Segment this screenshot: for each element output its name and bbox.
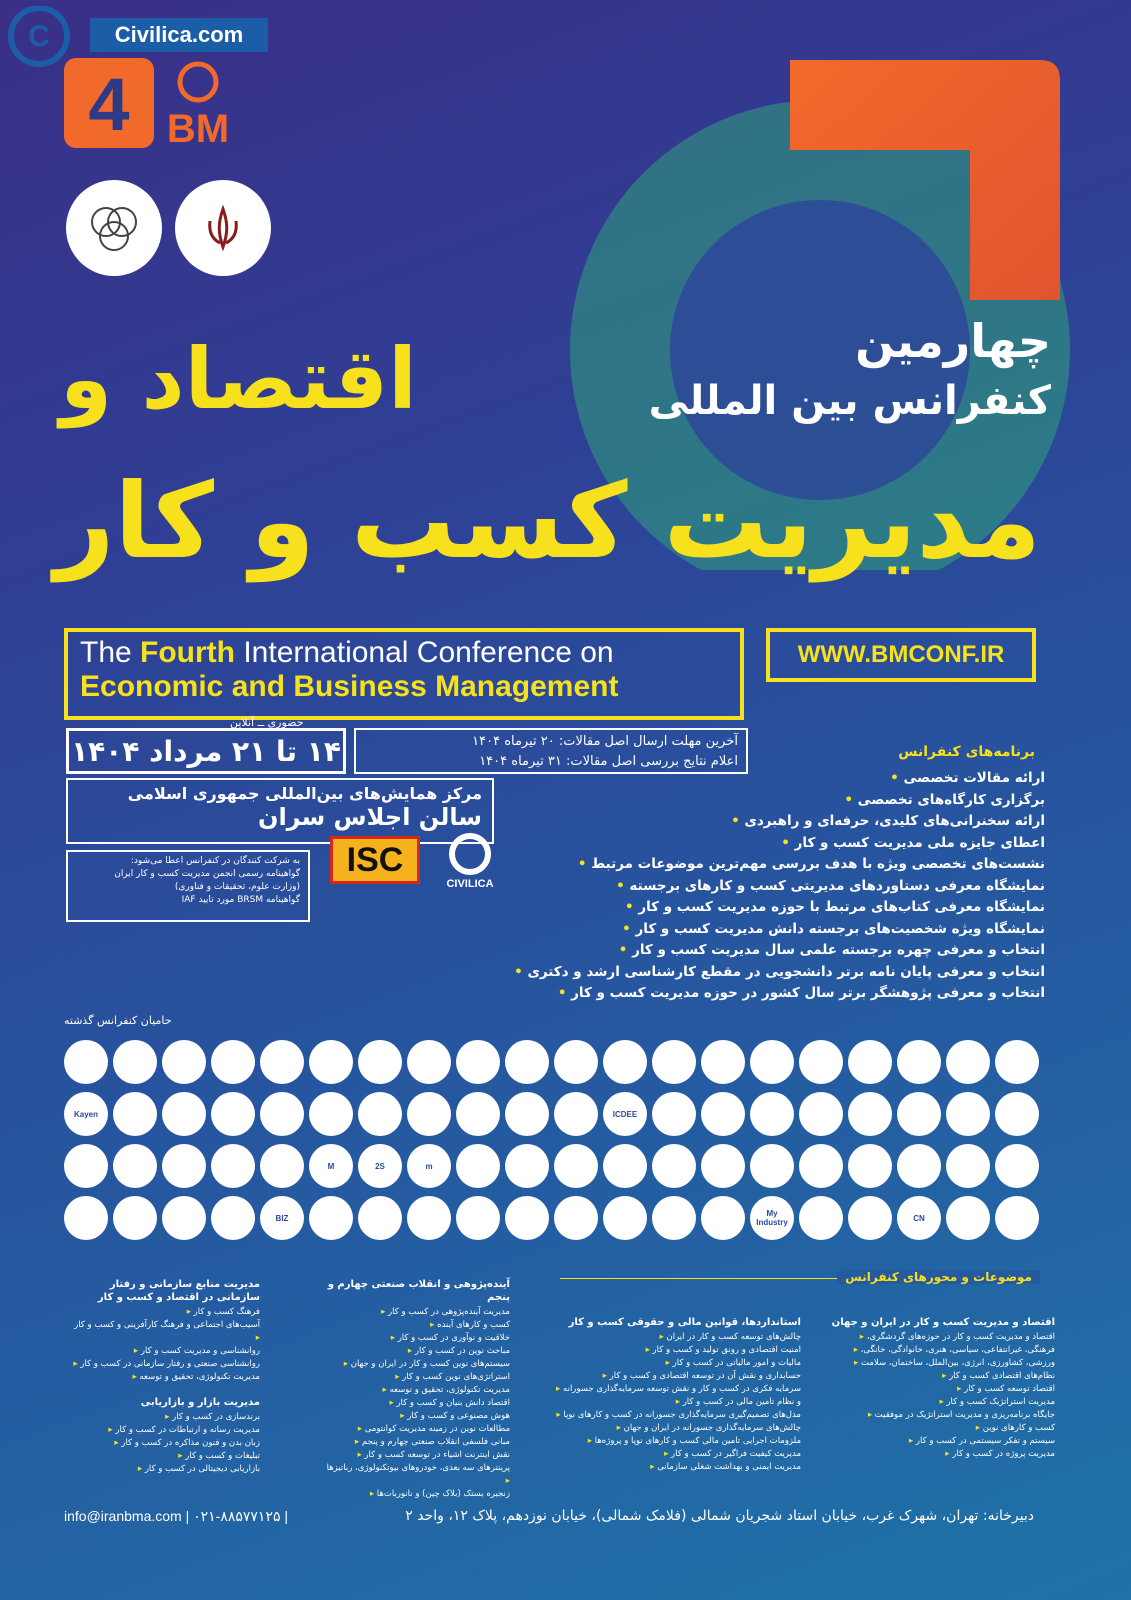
sponsor-logo [358,1196,402,1240]
sponsor-logo [995,1092,1039,1136]
sponsor-logo [113,1196,157,1240]
civilica-site-label[interactable]: Civilica.com [90,18,268,52]
sponsor-logo: 2S [358,1144,402,1188]
topic-item: مدیریت تکنولوژی، تحقیق و توسعه ▸ [320,1384,510,1397]
sponsor-logo [799,1092,843,1136]
sponsor-logo [260,1040,304,1084]
sponsor-logo [554,1040,598,1084]
topic-item: چالش‌های توسعه کسب و کار در ایران ▸ [541,1331,801,1344]
sponsor-logo [260,1092,304,1136]
topic-heading: استانداردها، قوانین مالی و حقوقی کسب و کار [568,1317,801,1328]
submission-deadline: آخرین مهلت ارسال اصل مقالات: ۲۰ تیرماه ۱۴۰۴ [472,734,738,749]
topic-item: فرهنگ کسب و کار ▸ [70,1306,260,1319]
certificate-item: گواهینامه BRSM مورد تایید IAF [181,895,300,905]
sponsor-logo [64,1040,108,1084]
sponsor-logo [897,1144,941,1188]
sponsor-logo [407,1196,451,1240]
attendance-mode: حضوری ــ آنلاین [230,716,304,729]
topic-heading: اقتصاد و مدیریت کسب و کار در ایران و جهان [831,1317,1055,1328]
sponsor-logo [603,1040,647,1084]
svg-text:C: C [28,20,50,53]
english-title-box [64,628,744,720]
sponsor-logo [554,1092,598,1136]
venue-line1: مرکز همایش‌های بین‌المللی جمهوری اسلامی [127,784,482,803]
sponsor-logo [162,1092,206,1136]
programs-list [514,768,1045,1005]
sponsor-logo [652,1144,696,1188]
sponsor-logo [64,1196,108,1240]
topic-heading: مدیریت منابع سازمانی و رفتار سازمانی در اقتصاد و کسب و کار [97,1279,260,1303]
topic-column [70,1396,260,1476]
topic-item: نظام‌های اقتصادی کسب و کار ▸ [815,1370,1055,1383]
sponsor-logo [799,1144,843,1188]
sponsor-logo [799,1040,843,1084]
sponsor-logo [456,1144,500,1188]
sponsor-logo [260,1144,304,1188]
sponsor-logo [309,1196,353,1240]
topic-item: مبانی فلسفی انقلاب صنعتی چهارم و پنجم ▸ [320,1436,510,1449]
topic-heading: مدیریت بازار و بازاریابی [140,1397,260,1408]
footer [64,1508,1034,1525]
venue-box [66,778,494,844]
program-item: نمایشگاه معرفی کتاب‌های مرتبط با حوزه مدیریت کسب و کار • [514,897,1045,919]
sponsor-logo: CN [897,1196,941,1240]
sponsor-logo [358,1040,402,1084]
topic-item: سرمایه فکری در کسب و کار و نقش توسعه سرمایه‌گذاری جسورانه ▸ [541,1383,801,1396]
certificate-item: گواهینامه رسمی انجمن مدیریت کسب و کار ایران [114,869,300,879]
association-seal-logo [66,180,162,276]
sponsor-logo [505,1040,549,1084]
program-item: انتخاب و معرفی پایان نامه برتر دانشجویی در مقطع کارشناسی ارشد و دکتری • [514,962,1045,984]
english-title-line2: Economic and Business Management [80,670,619,703]
topic-list [70,1306,260,1384]
topic-column [70,1278,260,1384]
topic-item: مدل‌های تصمیم‌گیری سرمایه‌گذاری جسورانه در کسب و کارهای نوپا ▸ [541,1409,801,1422]
title-ordinal: چهارمین [855,314,1051,368]
sponsor-logo [407,1040,451,1084]
secretariat-address: دبیرخانه: تهران، شهرک غرب، خیابان استاد شجریان شمالی (فلامک شمالی)، خیابان نوزدهم، پلاک ۱۲، واحد ۲ [405,1508,1034,1524]
sponsor-logo [113,1040,157,1084]
topics-title: موضوعات و محورهای کنفرانس [560,1270,1040,1284]
sponsor-logo [652,1196,696,1240]
topic-item: امنیت اقتصادی و رونق تولید و کسب و کار ▸ [541,1344,801,1357]
topic-item: اقتصاد دانش بنیان و کسب و کار ▸ [320,1397,510,1410]
civilica-logo-icon [440,830,500,890]
program-item: انتخاب و معرفی پژوهشگر برتر سال کشور در حوزه مدیریت کسب و کار • [514,983,1045,1005]
sponsor-logo [995,1040,1039,1084]
topic-item: مدیریت ایمنی و بهداشت شغلی سازمانی ▸ [541,1461,801,1474]
sponsor-logo [897,1092,941,1136]
topic-item: مدیریت کیفیت فراگیر در کسب و کار ▸ [541,1448,801,1461]
programs-title: برنامه‌های کنفرانس [898,744,1035,760]
sponsor-logo [946,1144,990,1188]
topic-item: مدیریت استراتژیک کسب و کار ▸ [815,1396,1055,1409]
sponsor-logo: My Industry [750,1196,794,1240]
sponsor-logo [701,1144,745,1188]
topic-item: نقش اینترنت اشیاء در توسعه کسب و کار ▸ [320,1449,510,1462]
results-date: اعلام نتایج بررسی اصل مقالات: ۳۱ تیرماه ۱۴۰۴ [479,754,738,769]
sponsor-logo [848,1196,892,1240]
sponsor-logo [358,1092,402,1136]
sponsor-logo [946,1040,990,1084]
sponsor-logo [750,1040,794,1084]
topic-item: ورزشی، کشاورزی، انرژی، بین‌الملل، ساختمان، سلامت ▸ [815,1357,1055,1370]
sponsor-logo [946,1196,990,1240]
sponsor-logo: m [407,1144,451,1188]
topic-item: چالش‌های سرمایه‌گذاری جسورانه در ایران و جهان ▸ [541,1422,801,1435]
certificates-box [66,850,310,922]
topic-item: بازاریابی دیجیتالی در کسب و کار ▸ [70,1463,260,1476]
sponsor-logo [848,1092,892,1136]
sponsors-logo-grid [64,1040,1044,1240]
sponsor-logo [505,1144,549,1188]
sponsor-logo [505,1196,549,1240]
sponsors-title: حامیان کنفرانس گذشته [64,1014,172,1027]
sponsor-logo [946,1092,990,1136]
topic-column [320,1278,510,1501]
topic-item: زنجیره بستک (بلاک چین) و نانوربات‌ها ▸ [320,1488,510,1501]
sponsor-logo [554,1144,598,1188]
sponsor-logo [309,1040,353,1084]
isc-logo: ISC [330,836,420,884]
sponsor-logo: M [309,1144,353,1188]
venue-line2: سالن اجلاس سران [257,803,482,831]
topic-item: سیستم‌های نوین کسب و کار در ایران و جهان ▸ [320,1358,510,1371]
sponsor-logo [652,1040,696,1084]
sponsor-logo [603,1196,647,1240]
topic-item: مدیریت تکنولوژی، تحقیق و توسعه ▸ [70,1371,260,1384]
topic-item: مباحث نوین در کسب و کار ▸ [320,1345,510,1358]
program-item: نمایشگاه ویژه شخصیت‌های برجسته دانش مدیریت کسب و کار • [514,919,1045,941]
sponsor-logo [211,1040,255,1084]
topic-item: جایگاه برنامه‌ریزی و مدیریت استراتژیک در موفقیت ▸ [815,1409,1055,1422]
program-item: ارائه مقالات تخصصی • [514,768,1045,790]
website-link[interactable]: WWW.BMCONF.IR [766,628,1036,682]
topic-list [541,1331,801,1474]
sponsor-logo [750,1092,794,1136]
sponsor-logo [848,1040,892,1084]
sponsor-logo [701,1092,745,1136]
sponsor-logo: ICDEE [603,1092,647,1136]
topic-item: تبلیغات و کسب و کار ▸ [70,1450,260,1463]
topic-list [320,1306,510,1501]
conference-date: ۱۴ تا ۲۱ مرداد ۱۴۰۴ [66,728,346,774]
sponsor-logo [162,1144,206,1188]
topic-item: فرهنگی، غیرانتفاعی، سیاسی، هنری، خانوادگی، خانگی، ▸ [815,1344,1055,1357]
sponsor-logo [113,1144,157,1188]
topic-item: استراتژی‌های نوین کسب و کار ▸ [320,1371,510,1384]
sponsor-logo [162,1196,206,1240]
topic-item: زبان بدن و فنون مذاکره در کسب و کار ▸ [70,1437,260,1450]
sponsor-logo [456,1196,500,1240]
sponsor-logo [995,1196,1039,1240]
topic-item: پرینترهای سه بعدی، خودروهای بیوتکنولوژی، رباتیزها ▸ [320,1462,510,1488]
sponsor-logo [505,1092,549,1136]
sponsor-logo: BIZ [260,1196,304,1240]
sponsor-logo [897,1040,941,1084]
sponsor-logo [162,1040,206,1084]
sponsor-logo [309,1092,353,1136]
title-conference: کنفرانس بین المللی [648,378,1051,424]
iran-emblem-logo [175,180,271,276]
topic-item: کسب و کارهای آینده ▸ [320,1319,510,1332]
bm-conference-logo [64,58,240,150]
topic-item: کسب و کارهای نوین ▸ [815,1422,1055,1435]
topic-item: اقتصاد توسعه کسب و کار ▸ [815,1383,1055,1396]
english-title-line1: The Fourth International Conference on [80,636,614,669]
topic-item: مدیریت رسانه و ارتباطات در کسب و کار ▸ [70,1424,260,1437]
topic-column [815,1316,1055,1461]
topic-item: مالیات و امور مالیاتی در کسب و کار ▸ [541,1357,801,1370]
program-item: نمایشگاه معرفی دستاوردهای مدیریتی کسب و کارهای برجسته • [514,876,1045,898]
certificate-item: (وزارت علوم، تحقیقات و فناوری) [174,882,300,892]
topic-item: و نظام تامین مالی در کسب و کار ▸ [541,1396,801,1409]
topic-item: حسابداری و نقش آن در توسعه اقتصادی و کسب و کار ▸ [541,1370,801,1383]
topic-item: مدیریت آینده‌پژوهی در کسب و کار ▸ [320,1306,510,1319]
sponsor-logo [64,1144,108,1188]
topic-item: خلاقیت و نوآوری در کسب و کار ▸ [320,1332,510,1345]
topic-item: مدیریت پروژه در کسب و کار ▸ [815,1448,1055,1461]
sponsor-logo [799,1196,843,1240]
sponsor-logo [211,1196,255,1240]
program-item: انتخاب و معرفی چهره برجسته علمی سال مدیریت کسب و کار • [514,940,1045,962]
title-business-management: مدیریت کسب و کار [54,460,1041,582]
sponsor-logo [848,1144,892,1188]
topic-list [70,1411,260,1476]
civilica-caption: CIVILICA [446,878,494,890]
title-economy: اقتصاد و [60,330,417,428]
sponsor-logo [211,1092,255,1136]
program-item: نشست‌های تخصصی ویژه با هدف بررسی مهم‌ترین موضوعات مرتبط • [514,854,1045,876]
sponsor-logo [113,1092,157,1136]
sponsor-logo [456,1040,500,1084]
sponsor-logo [456,1092,500,1136]
topic-item: روانشناسی صنعتی و رفتار سازمانی در کسب و کار ▸ [70,1358,260,1371]
bm-logo-number: 4 [88,63,130,146]
sponsor-logo [407,1092,451,1136]
sponsor-logo [554,1196,598,1240]
topic-column [541,1316,801,1474]
certificates-intro: به شرکت کنندگان در کنفرانس اعطا می‌شود: [130,856,300,866]
sponsor-logo [701,1040,745,1084]
program-item: اعطای جایزه ملی مدیریت کسب و کار • [514,833,1045,855]
topic-heading: آینده‌پژوهی و انقلاب صنعتی چهارم و پنجم [327,1279,510,1303]
sponsor-logo: Kayen [64,1092,108,1136]
topic-list [815,1331,1055,1461]
sponsor-logo [995,1144,1039,1188]
topic-item: هوش مصنوعی و کسب و کار ▸ [320,1410,510,1423]
sponsor-logo [750,1144,794,1188]
topic-item: سیستم و تفکر سیستمی در کسب و کار ▸ [815,1435,1055,1448]
program-item: برگزاری کارگاه‌های تخصصی • [514,790,1045,812]
sponsor-logo [652,1092,696,1136]
sponsor-logo [701,1196,745,1240]
contact-info[interactable]: info@iranbma.com | ۰۲۱-۸۸۵۷۷۱۲۵ | [64,1508,289,1524]
topic-item: مطالعات نوین در زمینه مدیریت کوانتومی ▸ [320,1423,510,1436]
topic-item: ملزومات اجرایی تامین مالی کسب و کارهای نوپا و پروژه‌ها ▸ [541,1435,801,1448]
topic-item: آسیب‌های اجتماعی و فرهنگ کارآفرینی و کسب و کار ▸ [70,1319,260,1345]
topic-item: اقتصاد و مدیریت کسب و کار در حوزه‌های گردشگری، ▸ [815,1331,1055,1344]
sponsor-logo [211,1144,255,1188]
topic-item: برندسازی در کسب و کار ▸ [70,1411,260,1424]
bm-logo-letters: BM [166,107,230,150]
program-item: ارائه سخنرانی‌های کلیدی، حرفه‌ای و راهبردی • [514,811,1045,833]
sponsor-logo [603,1144,647,1188]
topic-item: روانشناسی و مدیریت کسب و کار ▸ [70,1345,260,1358]
